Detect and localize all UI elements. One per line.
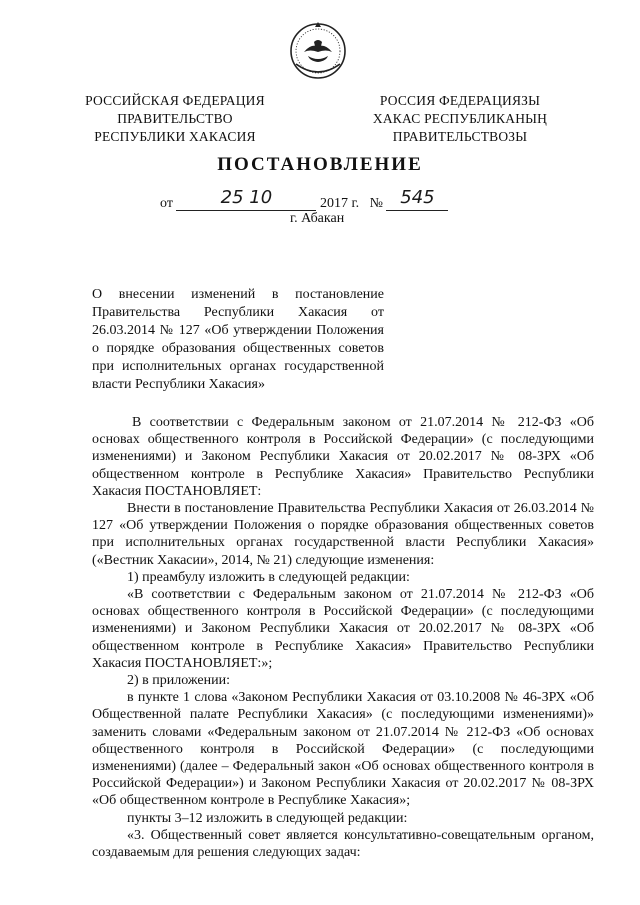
handwritten-number: 545 <box>400 187 435 208</box>
body-paragraph: 2) в приложении: <box>127 673 230 689</box>
republic-of-khakassia-emblem-icon <box>286 18 350 82</box>
handwritten-date: 25 10 <box>220 187 273 208</box>
document-title: ПОСТАНОВЛЕНИЕ <box>217 154 423 175</box>
header-left-line: РОССИЙСКАЯ ФЕДЕРАЦИЯ <box>85 93 265 108</box>
header-left-line: РЕСПУБЛИКИ ХАКАСИЯ <box>94 129 256 144</box>
header-right-line: ПРАВИТЕЛЬСТВОЗЫ <box>392 129 528 144</box>
header-right <box>355 92 565 146</box>
header-left-line: ПРАВИТЕЛЬСТВО <box>117 111 233 126</box>
city-label: г. Абакан <box>290 211 345 226</box>
body-paragraph: Внести в постановление Правительства Республики Хакасия от 26.03.2014 № 127 «Об утверждении Положения о порядке образования общественных советов при исполнительных органах государственной власти Республики Хакасия» («Вестник Хакасии», 2014, № 21) следующие изменения: <box>92 501 594 568</box>
subject-line: о порядке образования общественных советов <box>92 341 384 356</box>
body-paragraph: пункты 3–12 изложить в следующей редакции: <box>127 810 408 826</box>
body-paragraph: «3. Общественный совет является консультативно-совещательным органом, создаваемым для решения следующих задач: <box>92 827 594 861</box>
from-label: от <box>160 196 173 211</box>
header-right-line: РОССИЯ ФЕДЕРАЦИЯЗЫ <box>379 93 541 108</box>
subject-line: Правительства Республики Хакасия от <box>92 305 384 320</box>
number-field <box>386 187 448 211</box>
body-paragraph: В соответствии с Федеральным законом от 21.07.2014 № 212-ФЗ «Об основах общественного контроля в Российской Федерации» (с последующими изменениями) и Законом Республики Хакасия от 20.02.2017 № 08-ЗРХ «Об общественном контроле в Республике Хакасия» Правительство Республики Хакасия ПОСТАНОВЛЯЕТ: <box>92 415 594 499</box>
date-field <box>176 187 316 211</box>
subject-line: власти Республики Хакасия» <box>92 377 265 392</box>
document-body <box>92 414 594 861</box>
header-right-line: ХАКАС РЕСПУБЛИКАНЫҢ <box>372 111 548 126</box>
body-paragraph: «В соответствии с Федеральным законом от 21.07.2014 № 212-ФЗ «Об основах общественного контроля в Российской Федерации» (с последующими изменениями) и Законом Республики Хакасия от 20.02.2017 № 08-ЗРХ «Об общественном контроле в Республике Хакасия» Правительство Республики Хакасия ПОСТАНОВЛЯЕТ:»; <box>92 587 594 671</box>
body-paragraph: в пункте 1 слова «Законом Республики Хакасия от 03.10.2008 № 46-ЗРХ «Об Общественной палате Республики Хакасия» (с последующими изменениями)» заменить словами «Федеральным законом от 21.07.2014 № 212-ФЗ «Об основах общественного контроля в Российской Федерации» (с последующими изменениями) (далее – Федеральный закон «Об основах общественного контроля в Российской Федерации») и Законом Республики Хакасия от 20.02.2017 № 08-ЗРХ «Об общественном контроле в Республике Хакасия»; <box>92 690 594 809</box>
subject-block <box>92 286 384 394</box>
header-left <box>70 92 280 146</box>
body-paragraph: 1) преамбулу изложить в следующей редакции: <box>127 569 410 585</box>
subject-line: 26.03.2014 № 127 «Об утверждении Положения <box>92 323 384 338</box>
number-label: № <box>369 196 383 211</box>
subject-line: при исполнительных органах государственной <box>92 359 384 374</box>
subject-line: О внесении изменений в постановление <box>92 287 384 302</box>
date-line <box>160 187 480 213</box>
year-label: 2017 г. <box>319 196 360 211</box>
